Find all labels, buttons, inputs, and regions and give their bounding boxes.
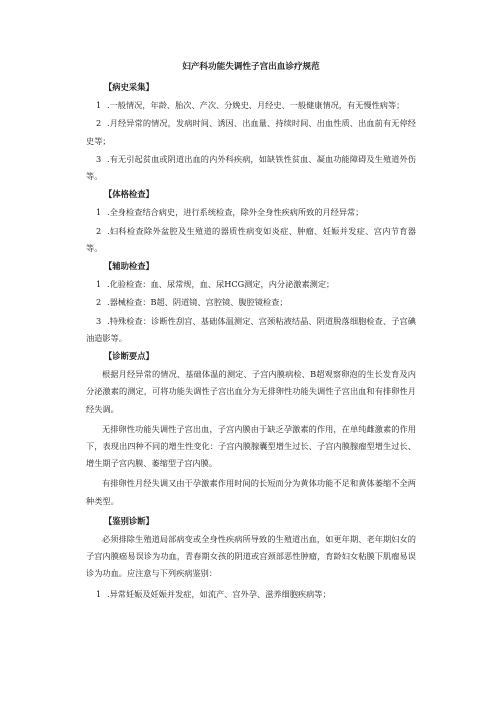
list-item: [86, 151, 416, 185]
list-item: [86, 223, 416, 257]
paragraph: 无排卵性功能失调性子宫出血，子宫内膜由于缺乏孕激素的作用，在单纯雌激素的作用下，表现出四种不同的增生性变化：子宫内膜腺囊型增生过长、子宫内膜腺瘤型增生过长、增生期子宫内膜、萎缩型子宫内膜。: [86, 423, 416, 469]
item-text: .有无引起贫血或阴道出血的内外科疾病，如缺铁性贫血、凝血功能障碍及生殖道外伤等。: [86, 153, 416, 182]
item-number: 3: [96, 153, 102, 164]
section-heading-auxiliary-exam: 【辅助检查】: [104, 261, 154, 272]
item-number: 1: [96, 207, 102, 218]
item-text: .化验检查：血、尿常规，血、尿HCG测定，内分泌激素测定；: [107, 279, 335, 290]
list-item: [86, 97, 416, 114]
item-text: .全身检查结合病史，进行系统检查，除外全身性疾病所致的月经异常；: [107, 207, 364, 218]
item-text: .妇科检查除外盆腔及生殖道的器质性病变如炎症、肿瘤、妊娠并发症、宫内节育器等。: [86, 225, 416, 253]
item-text: .特殊检查：诊断性刮宫、基础体温测定、宫颈粘液结晶、阴道脱落细胞检查、子宫碘油造影等。: [86, 315, 416, 343]
item-number: 3: [96, 315, 102, 326]
item-number: 1: [96, 100, 102, 111]
document-title: 妇产科功能失调性子宫出血诊疗规范: [182, 62, 320, 72]
list-item: [86, 115, 416, 149]
section-heading-physical-exam: 【体格检查】: [104, 189, 154, 200]
list-item: [86, 204, 416, 221]
list-item: [86, 586, 416, 603]
item-number: 2: [96, 297, 102, 308]
list-item: [86, 294, 416, 311]
list-item: [86, 276, 416, 293]
item-text: .月经异常的情况，发病时间、诱因、出血量、持续时间、出血性质、出血前有无停经史等；: [86, 118, 416, 146]
paragraph: 有排卵性月经失调又由于孕激素作用时间的长短而分为黄体功能不足和黄体萎缩不全两种类型。: [86, 478, 416, 506]
section-heading-diagnosis: 【诊断要点】: [104, 351, 154, 362]
section-heading-differential: 【鉴别诊断】: [104, 515, 154, 526]
paragraph: 必须排除生殖道局部病变或全身性疾病所导致的生殖道出血，如更年期、老年期妇女的子宫内膜癌易误诊为功血，青春期女孩的阴道或宫颈部恶性肿瘤，育龄妇女粘膜下肌瘤易误诊为功血。应注意与下列疾病鉴别：: [86, 534, 416, 579]
list-item: [86, 313, 416, 347]
item-number: 2: [96, 225, 102, 236]
item-text: .异常妊娠及妊娠并发症，如流产、宫外孕、滋养细胞疾病等；: [107, 588, 331, 599]
item-number: 1: [96, 588, 102, 599]
item-number: 2: [96, 118, 102, 129]
document-page: [86, 60, 416, 604]
item-number: 1: [96, 279, 102, 290]
paragraph: 根据月经异常的情况、基础体温的测定、子宫内膜病检、B超观察卵泡的生长发育及内分泌激素的测定，可将功能失调性子宫出血分为无排卵性功能失调性子宫出血和有排卵性月经失调。: [86, 369, 416, 414]
item-text: .一般情况，年龄、胎次、产次、分娩史、月经史、一般健康情况，有无慢性病等；: [107, 100, 405, 111]
section-heading-history: 【病史采集】: [104, 82, 154, 92]
item-text: .器械检查：B超、阴道镜、宫腔镜、腹腔镜检查；: [107, 297, 288, 308]
